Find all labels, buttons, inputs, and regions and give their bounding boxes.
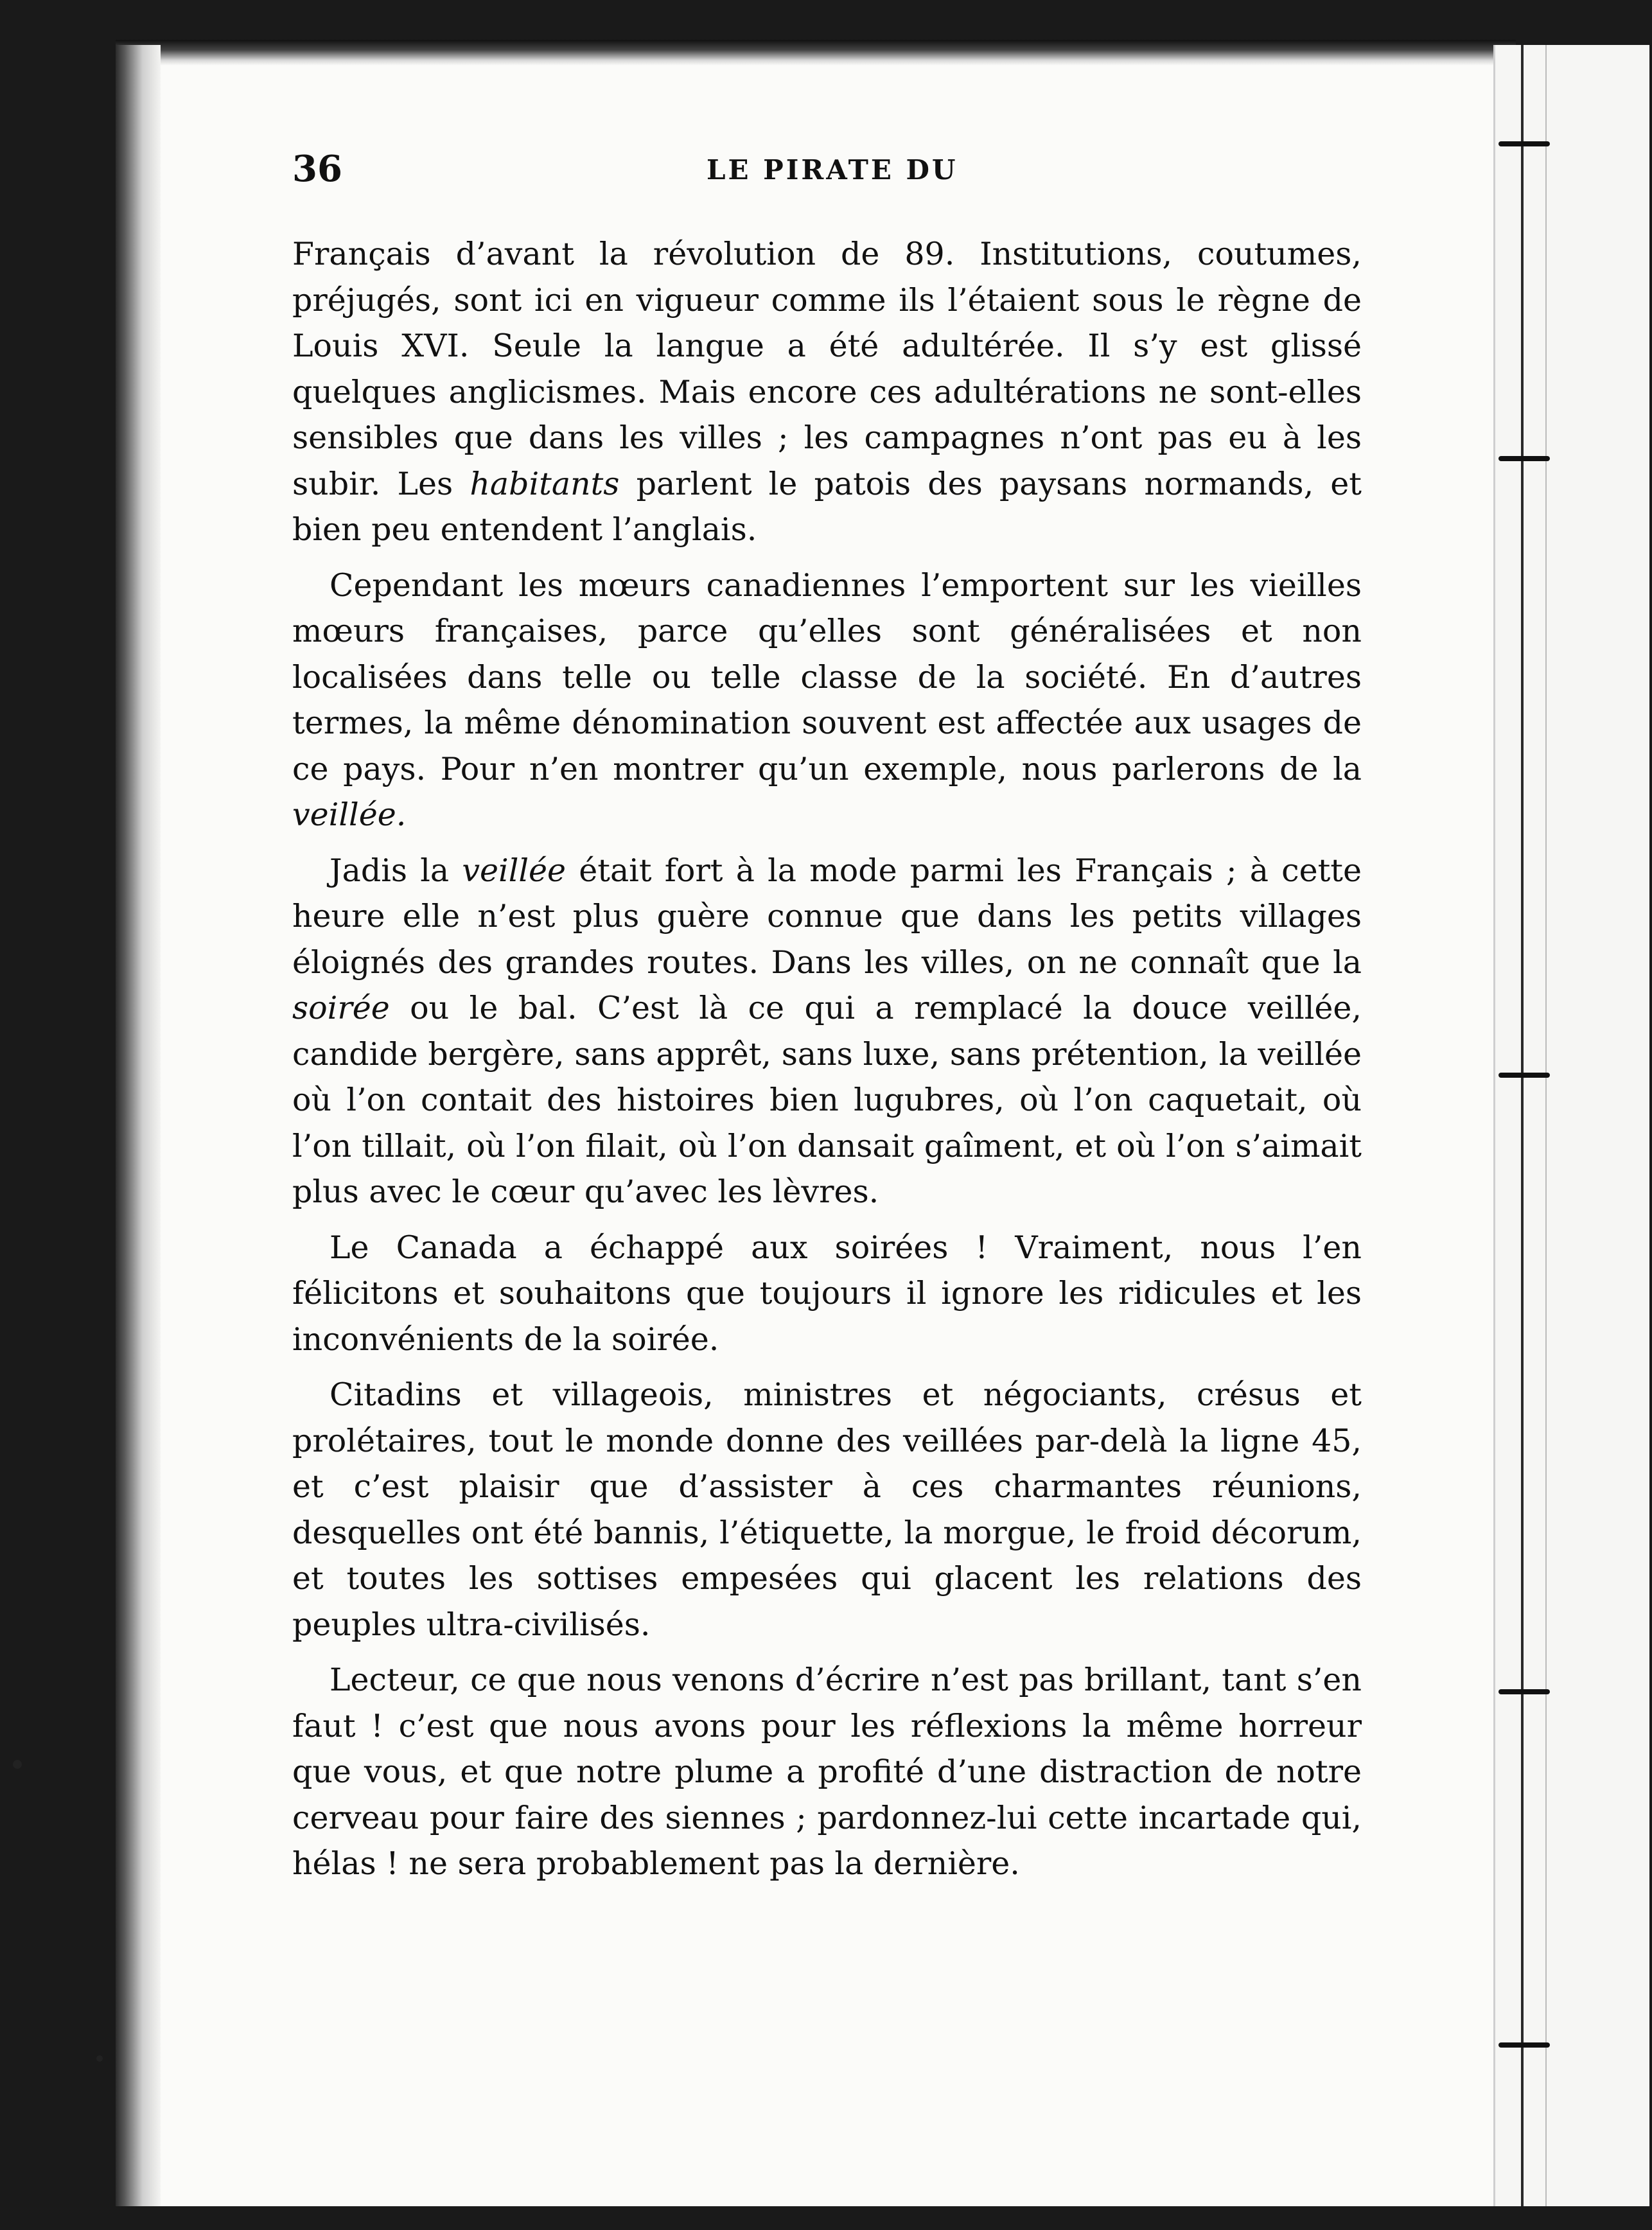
paragraph-text: Citadins et villageois, ministres et négociants, crésus et prolétaires, tout le monde donne des veillées par-delà la ligne 45, et c’est plaisir que d’assister à ces charmantes réunions, desquelles ont été bannis, l’étiquette, la morgue, le froid décorum, et toutes les sottises empesées qui glacent les relations des peuples ultra-civilisés. [292,1376,1362,1643]
paragraph-text: Le Canada a échappé aux soirées ! Vraiment, nous l’en félicitons et souhaitons que toujours il ignore les ridicules et les inconvénients de la soirée. [292,1229,1362,1358]
paragraph [292,1225,1362,1363]
binding-stitch-mark [1498,1073,1550,1078]
scan-speck [96,2055,103,2062]
paragraph [292,1372,1362,1647]
paragraph [292,563,1362,838]
binding-stitch-mark [1498,141,1550,146]
page-top-edge [116,40,1516,66]
binding-stitch-mark [1498,1689,1550,1694]
paragraph-text: ou le bal. C’est là ce qui a remplacé la douce veillée, candide bergère, sans apprêt, sans luxe, sans prétention, la veillée où l’on contait des histoires bien lugubres, où l’on caquetait, où l’on tillait, où l’on filait, où l’on dansait gaîment, et où l’on s’aimait plus avec le cœur qu’avec les lèvres. [292,990,1362,1210]
binding-stitch-mark [1498,2042,1550,2048]
binding-line-secondary [1545,45,1547,2206]
paragraph-text: était fort à la mode parmi les Français ; à cette heure elle n’est plus guère connue que dans les petits villages éloignés des grandes routes. Dans les villes, on ne connaît que la [292,852,1362,981]
paragraph-text: parlent le patois des paysans normands, et bien peu entendent l’anglais. [292,465,1362,548]
binding-line [1521,45,1524,2206]
paragraph [292,231,1362,553]
paragraph-text: Lecteur, ce que nous venons d’écrire n’est pas brillant, tant s’en faut ! c’est que nous avons pour les réflexions la même horreur que vous, et que notre plume a profité d’une distraction de notre cerveau pour faire des siennes ; pardonnez-lui cette incartade qui, hélas ! ne sera probablement pas la dernière. [292,1662,1362,1882]
paragraph [292,848,1362,1215]
italic-text: soirée [292,990,390,1026]
body-text [292,231,1362,1897]
binding-stitch-mark [1498,456,1550,461]
italic-text: habitants [470,465,620,502]
running-title: LE PIRATE DU [707,154,958,186]
page-left-edge [116,45,161,2206]
italic-text: veillée. [292,796,407,833]
paragraph-text: Jadis la [330,852,462,889]
facing-page-fold [1493,45,1649,2206]
paragraph-text: Cependant les mœurs canadiennes l’emportent sur les vieilles mœurs françaises, parce qu’elles sont généralisées et non localisées dans telle ou telle classe de la société. En d’autres termes, la même dénomination souvent est affectée aux usages de ce pays. Pour n’en montrer qu’un exemple, nous parlerons de la [292,566,1362,787]
page-number: 36 [292,148,342,190]
scan-speck [13,1760,22,1769]
paragraph [292,1657,1362,1887]
italic-text: veillée [462,852,567,889]
paragraph-text: Français d’avant la révolution de 89. Institutions, coutumes, préjugés, sont ici en vigueur comme ils l’étaient sous le règne de Louis XVI. Seule la langue a été adultérée. Il s’y est glissé quelques anglicismes. Mais encore ces adultérations ne sont-elles sensibles que dans les villes ; les campagnes n’ont pas eu à les subir. Les [292,236,1362,502]
